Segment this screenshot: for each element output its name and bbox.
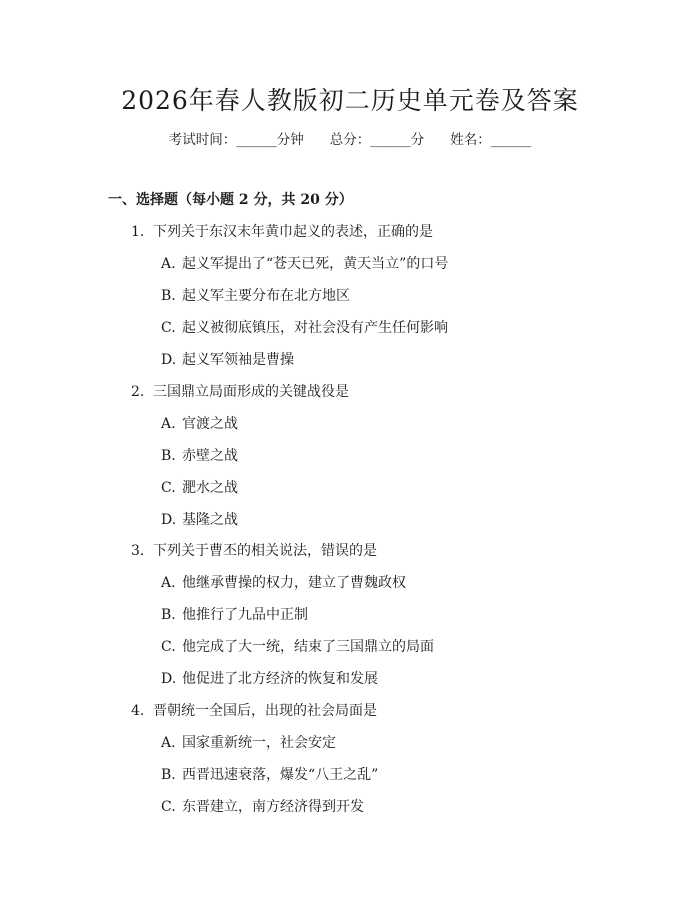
- section-heading: 一、选择题（每小题 2 分，共 20 分）: [108, 192, 353, 208]
- option-1d: D. 起义军领袖是曹操: [161, 352, 294, 368]
- option-1a: A. 起义军提出了“苍天已死，黄天当立”的口号: [161, 256, 449, 272]
- option-1b: B. 起义军主要分布在北方地区: [161, 288, 350, 304]
- option-2b: B. 赤壁之战: [161, 448, 238, 464]
- option-3d: D. 他促进了北方经济的恢复和发展: [161, 671, 378, 687]
- option-4b: B. 西晋迅速衰落，爆发“八王之乱”: [161, 767, 379, 783]
- info-name: 姓名：______: [450, 132, 532, 148]
- option-2d: D. 基隆之战: [161, 512, 238, 528]
- question-3: 3. 下列关于曹丕的相关说法，错误的是: [131, 543, 377, 559]
- option-4c: C. 东晋建立，南方经济得到开发: [161, 799, 364, 815]
- question-4: 4. 晋朝统一全国后，出现的社会局面是: [131, 703, 377, 719]
- page-title: 2026年春人教版初二历史单元卷及答案: [121, 86, 579, 115]
- exam-info-row: [0, 130, 700, 150]
- option-1c: C. 起义被彻底镇压，对社会没有产生任何影响: [161, 320, 448, 336]
- option-4a: A. 国家重新统一，社会安定: [161, 735, 336, 751]
- info-exam-time: 考试时间：______分钟: [168, 132, 304, 148]
- question-1: 1. 下列关于东汉末年黄巾起义的表述，正确的是: [131, 224, 433, 240]
- option-3c: C. 他完成了大一统，结束了三国鼎立的局面: [161, 639, 434, 655]
- option-2c: C. 淝水之战: [161, 480, 238, 496]
- option-3b: B. 他推行了九品中正制: [161, 607, 308, 623]
- question-2: 2. 三国鼎立局面形成的关键战役是: [131, 384, 349, 400]
- info-total-score: 总分：______分: [329, 132, 425, 148]
- option-2a: A. 官渡之战: [161, 416, 238, 432]
- option-3a: A. 他继承曹操的权力，建立了曹魏政权: [161, 575, 406, 591]
